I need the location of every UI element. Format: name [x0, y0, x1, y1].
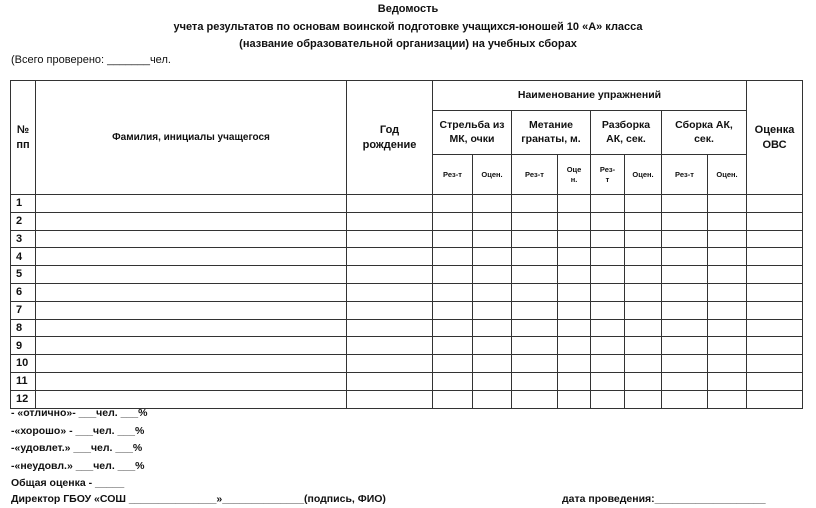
- table-cell[interactable]: [625, 212, 662, 230]
- table-cell[interactable]: [473, 319, 512, 337]
- table-cell[interactable]: [433, 230, 473, 248]
- table-cell[interactable]: [625, 301, 662, 319]
- table-cell[interactable]: [662, 355, 708, 373]
- table-row: [11, 248, 803, 266]
- sub-header-result: Рез- т: [591, 155, 625, 195]
- table-cell[interactable]: [625, 283, 662, 301]
- col-birth-year-label: Год рождение: [362, 124, 417, 151]
- table-cell[interactable]: [747, 355, 803, 373]
- table-cell[interactable]: [433, 301, 473, 319]
- table-row: [11, 319, 803, 337]
- table-cell[interactable]: [708, 248, 747, 266]
- grade-unsatisfactory-line: -«неудовл.» ___чел. ___%: [11, 460, 145, 472]
- table-cell[interactable]: [347, 212, 433, 230]
- table-cell[interactable]: [662, 319, 708, 337]
- table-row: [11, 301, 803, 319]
- table-cell[interactable]: [512, 390, 558, 408]
- table-cell[interactable]: [347, 248, 433, 266]
- table-cell[interactable]: [625, 337, 662, 355]
- table-cell[interactable]: [347, 283, 433, 301]
- table-cell[interactable]: [347, 266, 433, 284]
- table-cell[interactable]: [747, 319, 803, 337]
- table-cell[interactable]: [512, 248, 558, 266]
- table-cell[interactable]: [591, 337, 625, 355]
- table-cell[interactable]: [591, 301, 625, 319]
- table-row: [11, 195, 803, 213]
- table-cell[interactable]: [708, 372, 747, 390]
- col-header-number: [11, 81, 36, 195]
- table-cell[interactable]: [433, 355, 473, 373]
- table-cell[interactable]: [558, 212, 591, 230]
- table-cell[interactable]: [473, 390, 512, 408]
- table-cell[interactable]: [625, 195, 662, 213]
- row-number: 5: [11, 266, 36, 284]
- row-number: 2: [11, 212, 36, 230]
- table-cell[interactable]: [36, 195, 347, 213]
- col-header-birth-year: [347, 81, 433, 195]
- table-cell[interactable]: [473, 337, 512, 355]
- table-cell[interactable]: [473, 372, 512, 390]
- table-row: [11, 390, 803, 408]
- table-cell[interactable]: [473, 248, 512, 266]
- table-cell[interactable]: [558, 248, 591, 266]
- table-cell[interactable]: [747, 266, 803, 284]
- table-cell[interactable]: [625, 230, 662, 248]
- table-cell[interactable]: [558, 355, 591, 373]
- table-cell[interactable]: [708, 266, 747, 284]
- table-cell[interactable]: [591, 372, 625, 390]
- results-table: [10, 80, 803, 409]
- table-cell[interactable]: [558, 319, 591, 337]
- table-cell[interactable]: [433, 390, 473, 408]
- grade-excellent-line: - «отлично»- ___чел. ___%: [11, 407, 148, 419]
- table-cell[interactable]: [558, 266, 591, 284]
- table-cell[interactable]: [591, 390, 625, 408]
- table-cell[interactable]: [708, 319, 747, 337]
- table-cell[interactable]: [708, 283, 747, 301]
- sub-header-result: Рез-т: [433, 155, 473, 195]
- table-cell[interactable]: [347, 337, 433, 355]
- table-cell[interactable]: [347, 230, 433, 248]
- row-number: 11: [11, 372, 36, 390]
- table-row: [11, 230, 803, 248]
- table-cell[interactable]: [36, 230, 347, 248]
- sub-header-grade: Оцен.: [473, 155, 512, 195]
- sub-header-result: Рез-т: [512, 155, 558, 195]
- table-cell[interactable]: [433, 266, 473, 284]
- table-cell[interactable]: [708, 212, 747, 230]
- table-cell[interactable]: [625, 390, 662, 408]
- table-cell[interactable]: [747, 212, 803, 230]
- row-number: 8: [11, 319, 36, 337]
- table-cell[interactable]: [473, 195, 512, 213]
- table-row: [11, 372, 803, 390]
- col-header-grade: [747, 81, 803, 195]
- exercise-assembly: Сборка АК, сек.: [662, 111, 747, 155]
- row-number: 6: [11, 283, 36, 301]
- table-cell[interactable]: [747, 301, 803, 319]
- table-cell[interactable]: [558, 390, 591, 408]
- table-cell[interactable]: [433, 337, 473, 355]
- table-cell[interactable]: [747, 372, 803, 390]
- table-cell[interactable]: [662, 266, 708, 284]
- director-signature-line: Директор ГБОУ «СОШ _______________»______________(подпись, ФИО): [11, 493, 386, 505]
- table-cell[interactable]: [708, 355, 747, 373]
- table-cell[interactable]: [433, 212, 473, 230]
- table-cell[interactable]: [558, 195, 591, 213]
- table-cell[interactable]: [36, 319, 347, 337]
- table-cell[interactable]: [747, 390, 803, 408]
- table-cell[interactable]: [591, 212, 625, 230]
- table-cell[interactable]: [662, 301, 708, 319]
- table-cell[interactable]: [558, 337, 591, 355]
- table-cell[interactable]: [591, 319, 625, 337]
- table-cell[interactable]: [747, 283, 803, 301]
- grade-satisfactory-line: -«удовлет.» ___чел. ___%: [11, 442, 143, 454]
- table-cell[interactable]: [36, 248, 347, 266]
- table-row: [11, 212, 803, 230]
- table-cell[interactable]: [36, 283, 347, 301]
- table-cell[interactable]: [36, 355, 347, 373]
- table-cell[interactable]: [347, 355, 433, 373]
- row-number: 1: [11, 195, 36, 213]
- table-cell[interactable]: [512, 283, 558, 301]
- table-body: [11, 195, 803, 409]
- sub-header-grade: Оце н.: [558, 155, 591, 195]
- table-cell[interactable]: [473, 355, 512, 373]
- table-cell[interactable]: [708, 230, 747, 248]
- table-cell[interactable]: [512, 212, 558, 230]
- exercise-disassembly: Разборка АК, сек.: [591, 111, 662, 155]
- table-cell[interactable]: [591, 248, 625, 266]
- table-cell[interactable]: [662, 212, 708, 230]
- table-cell[interactable]: [433, 319, 473, 337]
- sub-header-grade: Оцен.: [708, 155, 747, 195]
- table-cell[interactable]: [433, 372, 473, 390]
- table-cell[interactable]: [36, 266, 347, 284]
- table-cell[interactable]: [708, 301, 747, 319]
- table-cell[interactable]: [347, 319, 433, 337]
- table-cell[interactable]: [747, 248, 803, 266]
- table-cell[interactable]: [347, 372, 433, 390]
- table-cell[interactable]: [433, 195, 473, 213]
- table-cell[interactable]: [512, 301, 558, 319]
- table-cell[interactable]: [625, 319, 662, 337]
- table-cell[interactable]: [591, 195, 625, 213]
- table-cell[interactable]: [433, 248, 473, 266]
- table-row: [11, 355, 803, 373]
- table-row: [11, 337, 803, 355]
- table-row: [11, 266, 803, 284]
- total-checked-line: (Всего проверено: _______чел.: [11, 54, 171, 66]
- table-cell[interactable]: [512, 372, 558, 390]
- table-cell[interactable]: [512, 337, 558, 355]
- table-row: [11, 283, 803, 301]
- col-header-exercises: Наименование упражнений: [433, 81, 747, 111]
- table-cell[interactable]: [591, 230, 625, 248]
- table-cell[interactable]: [347, 195, 433, 213]
- organization-line: (название образовательной организации) на учебных сборах: [239, 38, 577, 50]
- col-grade-label: Оценка ОВС: [754, 124, 795, 151]
- exercise-grenade: Метание гранаты, м.: [512, 111, 591, 155]
- table-cell[interactable]: [347, 390, 433, 408]
- table-cell[interactable]: [36, 390, 347, 408]
- table-cell[interactable]: [625, 372, 662, 390]
- table-cell[interactable]: [625, 355, 662, 373]
- table-cell[interactable]: [512, 355, 558, 373]
- table-cell[interactable]: [625, 248, 662, 266]
- table-cell[interactable]: [512, 319, 558, 337]
- row-number: 9: [11, 337, 36, 355]
- table-cell[interactable]: [36, 301, 347, 319]
- table-cell[interactable]: [747, 230, 803, 248]
- table-cell[interactable]: [433, 283, 473, 301]
- table-cell[interactable]: [473, 301, 512, 319]
- sub-header-result: Рез-т: [662, 155, 708, 195]
- table-cell[interactable]: [36, 372, 347, 390]
- table-cell[interactable]: [512, 266, 558, 284]
- row-number: 3: [11, 230, 36, 248]
- table-cell[interactable]: [708, 337, 747, 355]
- table-cell[interactable]: [662, 337, 708, 355]
- table-cell[interactable]: [558, 301, 591, 319]
- table-cell[interactable]: [747, 337, 803, 355]
- table-cell[interactable]: [591, 266, 625, 284]
- table-cell[interactable]: [747, 195, 803, 213]
- table-cell[interactable]: [512, 230, 558, 248]
- exercise-shooting: Стрельба из МК, очки: [433, 111, 512, 155]
- table-cell[interactable]: [473, 230, 512, 248]
- table-cell[interactable]: [558, 372, 591, 390]
- table-cell[interactable]: [347, 301, 433, 319]
- grade-good-line: -«хорошо» - ___чел. ___%: [11, 425, 145, 437]
- date-line: дата проведения:___________________: [562, 493, 766, 505]
- table-cell[interactable]: [591, 355, 625, 373]
- row-number: 7: [11, 301, 36, 319]
- document-subtitle: учета результатов по основам воинской подготовке учащихся-юношей 10 «А» класса: [173, 21, 643, 33]
- sub-header-grade: Оцен.: [625, 155, 662, 195]
- table-cell[interactable]: [662, 283, 708, 301]
- document-title: Ведомость: [377, 3, 439, 15]
- table-cell[interactable]: [662, 230, 708, 248]
- table-cell[interactable]: [591, 283, 625, 301]
- table-cell[interactable]: [36, 337, 347, 355]
- table-cell[interactable]: [625, 266, 662, 284]
- table-cell[interactable]: [473, 212, 512, 230]
- table-cell[interactable]: [662, 195, 708, 213]
- row-number: 4: [11, 248, 36, 266]
- table-cell[interactable]: [512, 195, 558, 213]
- table-cell[interactable]: [708, 390, 747, 408]
- col-number-label: № пп: [16, 124, 30, 151]
- table-cell[interactable]: [662, 248, 708, 266]
- table-cell[interactable]: [662, 372, 708, 390]
- table-cell[interactable]: [473, 266, 512, 284]
- row-number: 10: [11, 355, 36, 373]
- table-cell[interactable]: [36, 212, 347, 230]
- table-cell[interactable]: [558, 230, 591, 248]
- table-cell[interactable]: [662, 390, 708, 408]
- overall-grade-line: Общая оценка - _____: [11, 477, 125, 489]
- col-header-name: Фамилия, инициалы учащегося: [36, 81, 347, 195]
- row-number: 12: [11, 390, 36, 408]
- table-cell[interactable]: [558, 283, 591, 301]
- table-cell[interactable]: [473, 283, 512, 301]
- table-cell[interactable]: [708, 195, 747, 213]
